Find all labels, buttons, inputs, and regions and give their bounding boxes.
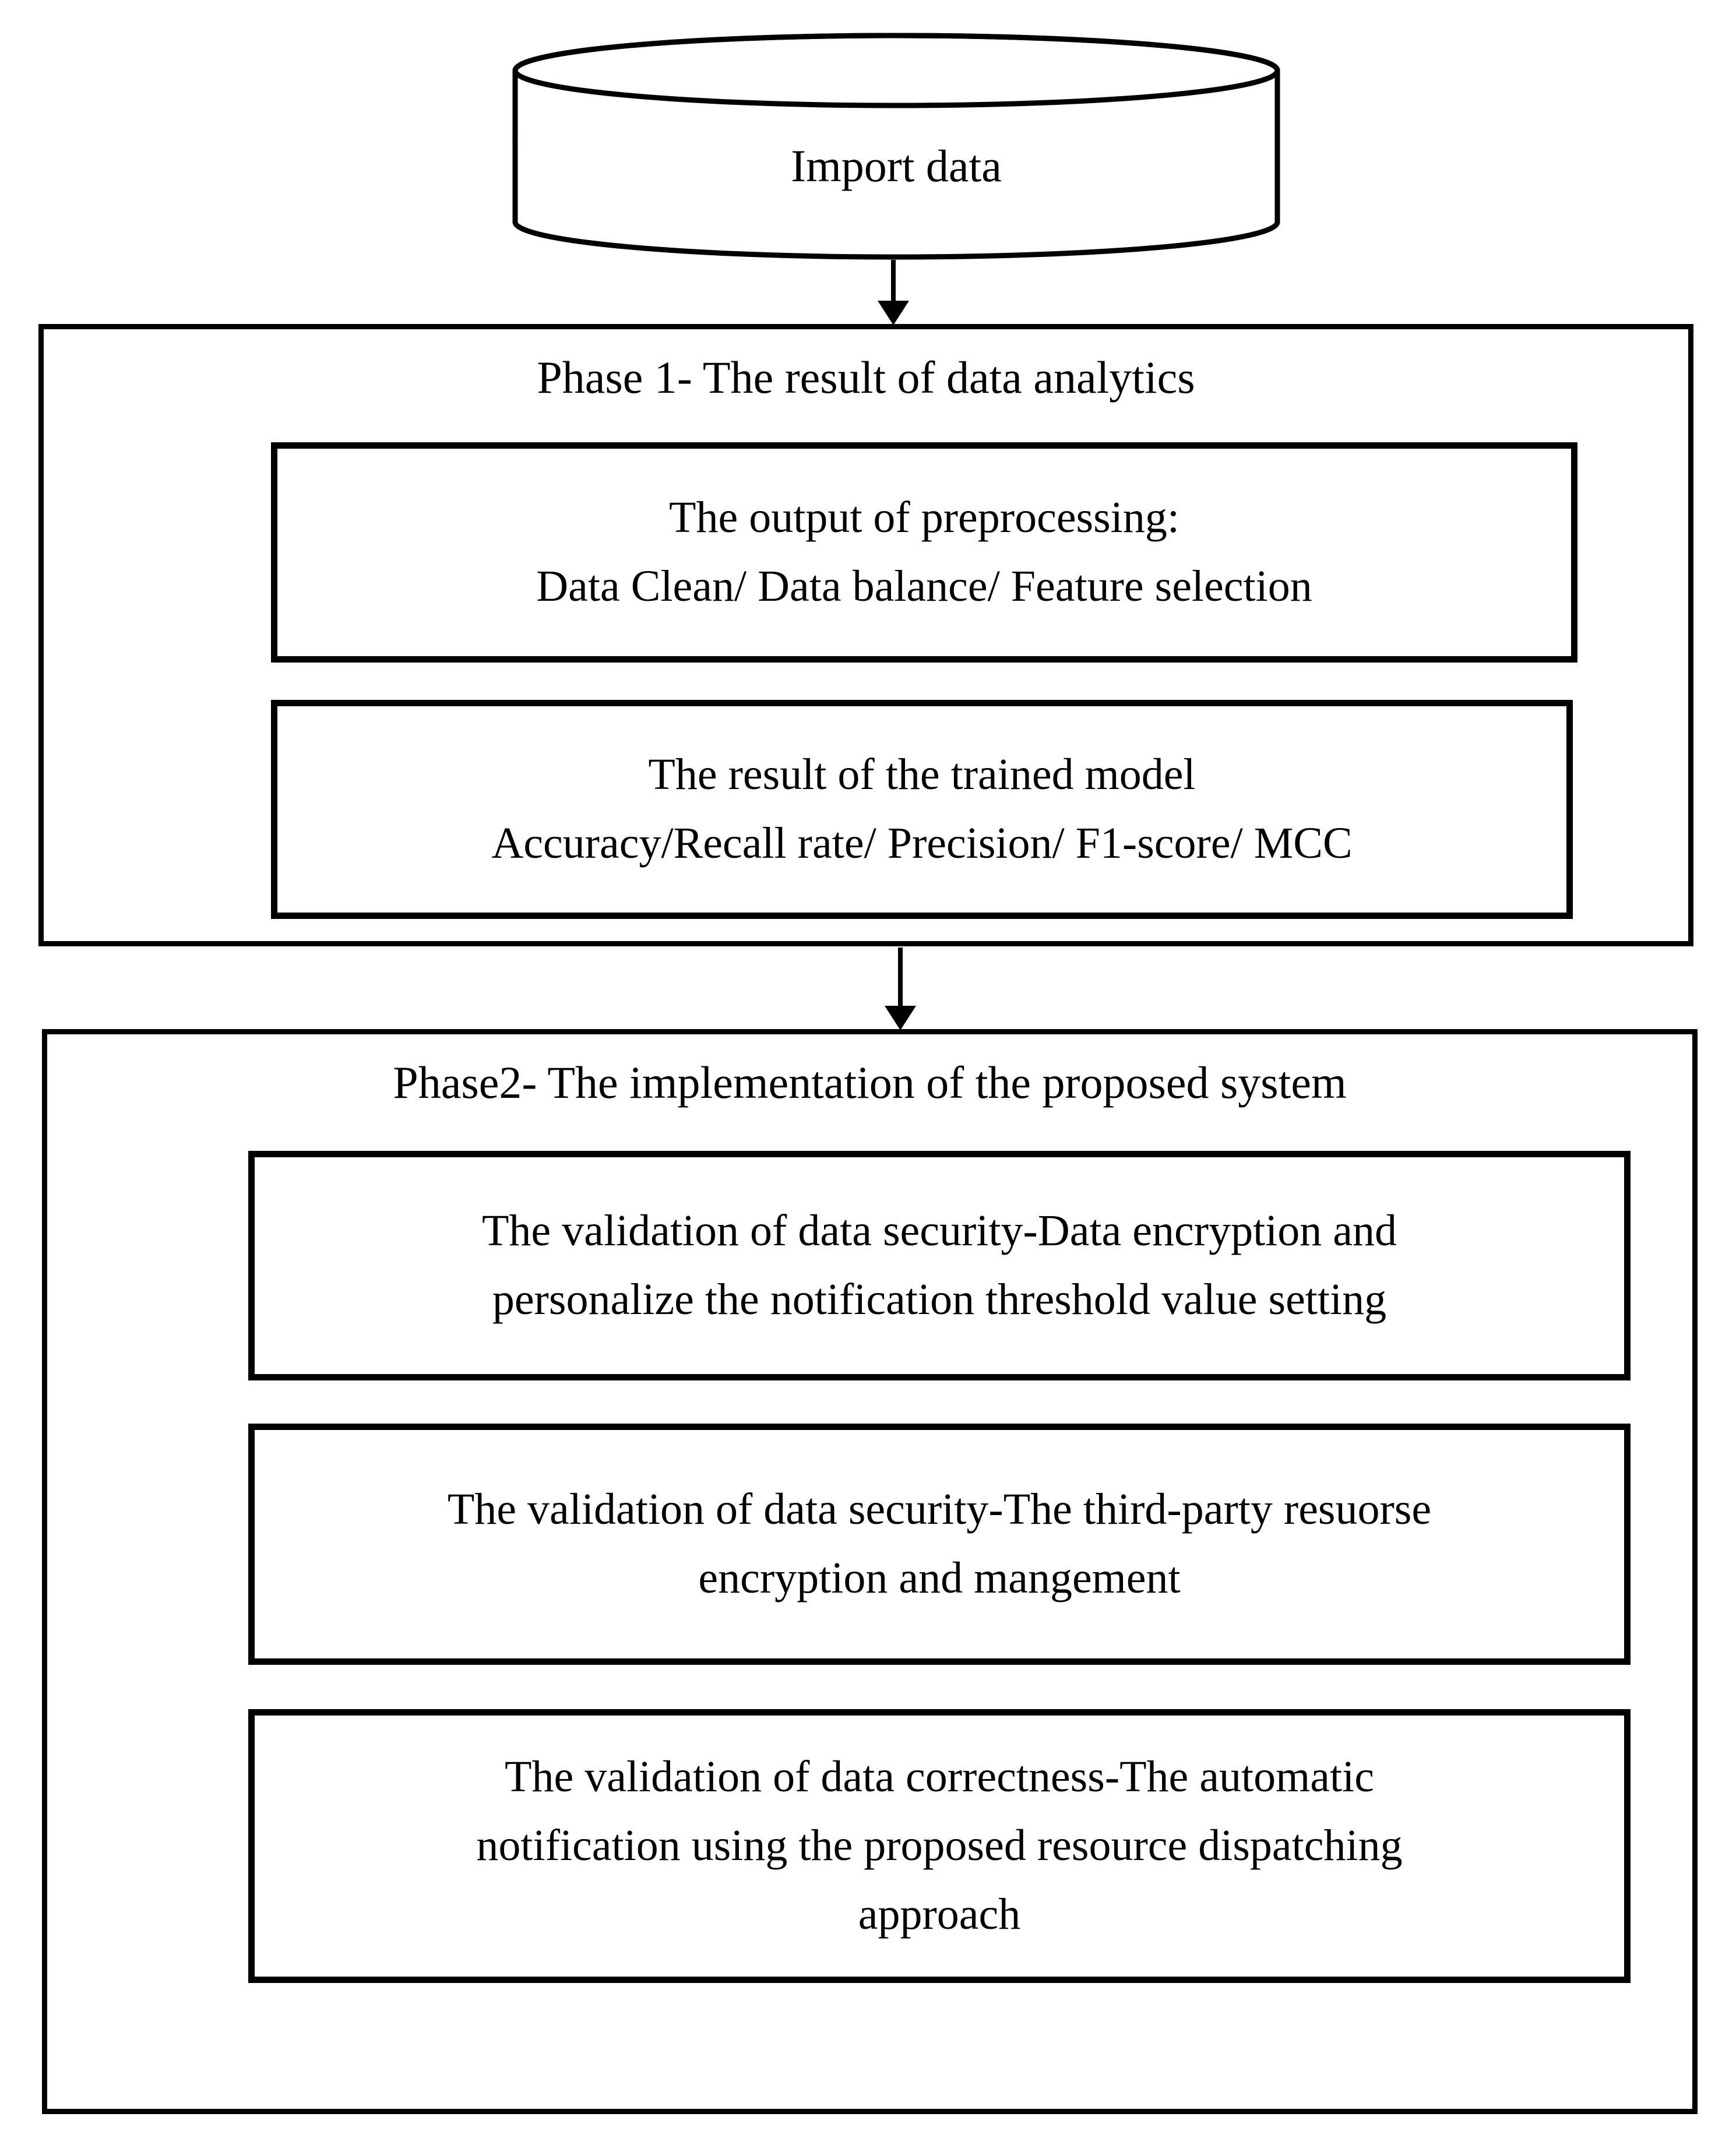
box-text-line: personalize the notification threshold value setting [492, 1275, 1387, 1324]
phase2-title: Phase2- The implementation of the proposed system [393, 1057, 1347, 1108]
box-text-line: The output of preprocessing: [669, 493, 1179, 543]
phase2-container [42, 1029, 1698, 2114]
arrow-head-icon [885, 1006, 916, 1030]
third-party-resource-box [248, 1424, 1631, 1665]
arrow-line [898, 947, 903, 1006]
box-text-line: approach [858, 1889, 1021, 1939]
box-text-line: notification using the proposed resource dispatching [476, 1821, 1403, 1871]
data-correctness-notification-box [248, 1709, 1631, 1983]
box-text-line: The result of the trained model [648, 750, 1196, 799]
arrow-line [891, 260, 896, 301]
phase1-title: Phase 1- The result of data analytics [537, 352, 1195, 403]
box-text-line: The validation of data security-Data encryption and [481, 1206, 1397, 1256]
arrow-phase1-to-phase2 [882, 947, 919, 1030]
box-text-line: Data Clean/ Data balance/ Feature selection [536, 562, 1312, 611]
arrow-head-icon [878, 301, 909, 325]
box-text-line: encryption and mangement [698, 1554, 1181, 1602]
import-data-label: Import data [791, 140, 1002, 191]
preprocessing-output-box [271, 442, 1577, 663]
import-data-node [512, 32, 1281, 260]
data-security-encryption-box [248, 1151, 1631, 1380]
arrow-import-to-phase1 [875, 260, 912, 325]
box-text-line: Accuracy/Recall rate/ Precision/ F1-score/ MCC [491, 819, 1353, 868]
box-text-line: The validation of data correctness-The automatic [505, 1752, 1374, 1802]
phase1-container [38, 324, 1693, 946]
box-text-line: The validation of data security-The third-party resuorse [447, 1485, 1432, 1534]
trained-model-result-box [271, 700, 1573, 919]
